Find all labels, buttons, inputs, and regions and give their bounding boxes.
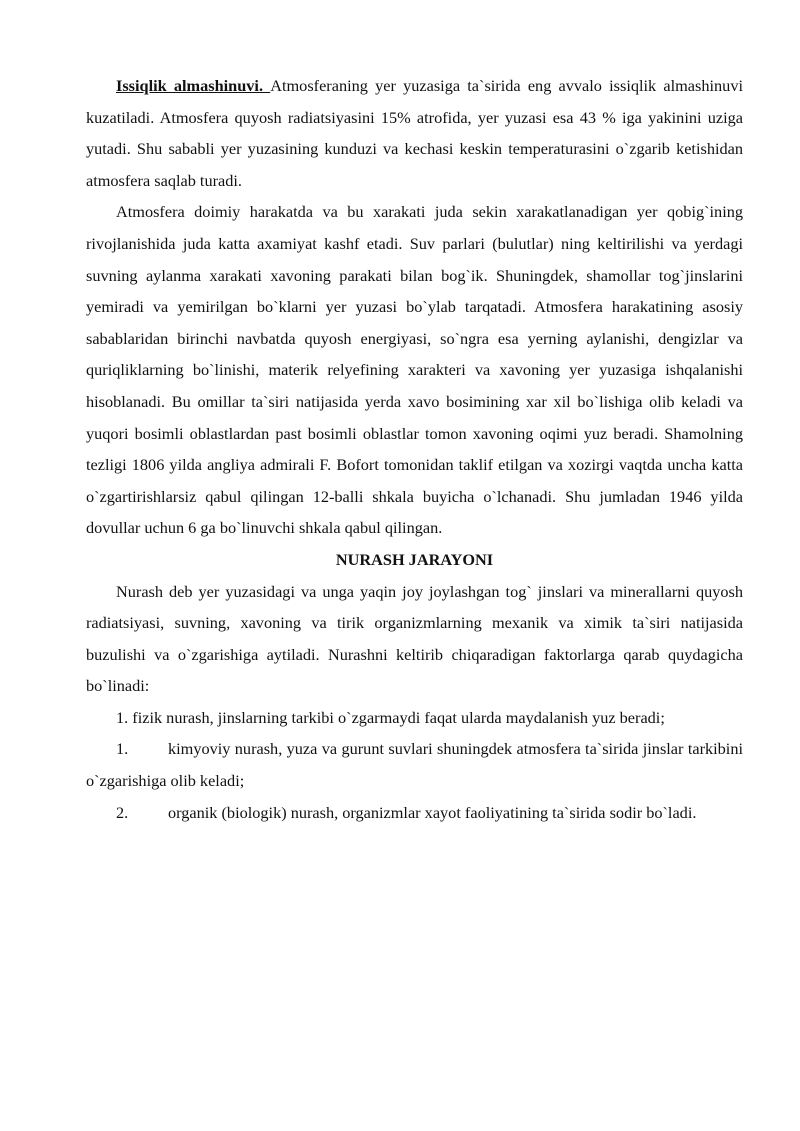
paragraph-lead-term: Issiqlik almashinuvi.	[116, 76, 271, 95]
paragraph-atmosphere-movement: Atmosfera doimiy harakatda va bu xarakati juda sekin xarakatlanadigan yer qobig`ining rivojlanishida juda katta axamiyat kashf etadi. Suv parlari (bulutlar) ning keltirilishi va yerdagi suvning aylanma xarakati xavoning parakati bilan bog`ik. Shuningdek, shamollar tog`jinslarini yemiradi va yemirilgan bo`klarni yer yuzasi bo`ylab tarqatadi. Atmosfera harakatining asosiy sabablaridan birinchi navbatda quyosh energiyasi, so`ngra esa yerning aylanishi, dengizlar va quriqliklarning bo`linishi, materik relyefining xarakteri va xavoning yer yuzasiga ishqalanishi hisoblanadi. Bu omillar ta`siri natijasida yerda xavo bosimining xar xil bo`lishiga olib keladi va yuqori bosimli oblastlardan past bosimli oblastlar tomon xavoning oqimi yuz beradi. Shamolning tezligi 1806 yilda angliya admirali F. Bofort tomonidan taklif etilgan va xozirgi vaqtda uncha katta o`zgartirishlarsiz qabul qilingan 12-balli shkala buyicha o`lchanadi. Shu jumladan 1946 yilda dovullar uchun 6 ga bo`linuvchi shkala qabul qilingan.	[86, 202, 743, 538]
paragraph-weathering-definition: Nurash deb yer yuzasidagi va unga yaqin joy joylashgan tog` jinslari va minerallarni quyosh radiatsiyasi, suvning, xavoning va tirik organizmlarning mexanik va ximik ta`siri natijasida buzulishi va o`zgarishiga aytiladi. Nurashni keltirib chiqaradigan faktorlarga qarab quydagicha bo`linadi:	[86, 581, 743, 696]
list-item-physical: 1. fizik nurash, jinslarning tarkibi o`zgarmaydi faqat ularda maydalanish yuz beradi;	[116, 707, 665, 727]
list-item-organic	[86, 797, 743, 829]
list-item-chemical	[86, 733, 743, 796]
paragraph-heat-exchange	[86, 70, 743, 196]
list-item-text: organik (biologik) nurash, organizmlar xayot faoliyatining ta`sirida sodir bo`ladi.	[168, 802, 697, 822]
document-page	[86, 70, 743, 828]
list-item-number: 2.	[116, 802, 129, 822]
section-title: NURASH JARAYONI	[335, 549, 494, 569]
list-item-number: 1.	[116, 739, 129, 759]
list-item-text: kimyoviy nurash, yuza va gurunt suvlari shuningdek atmosfera ta`sirida jinslar tarkibini o`zgarishiga olib keladi;	[86, 739, 743, 791]
paragraph-heat-exchange-body: Atmosferaning yer yuzasiga ta`sirida eng avvalo issiqlik almashinuvi kuzatiladi. Atmosfera quyosh radiatsiyasini 15% atrofida, yer yuzasi esa 43 % iga yakinini uziga yutadi. Shu sababli yer yuzasining kunduzi va kechasi keskin temperaturasini o`zgarib ketishidan atmosfera saqlab turadi.	[86, 76, 743, 190]
